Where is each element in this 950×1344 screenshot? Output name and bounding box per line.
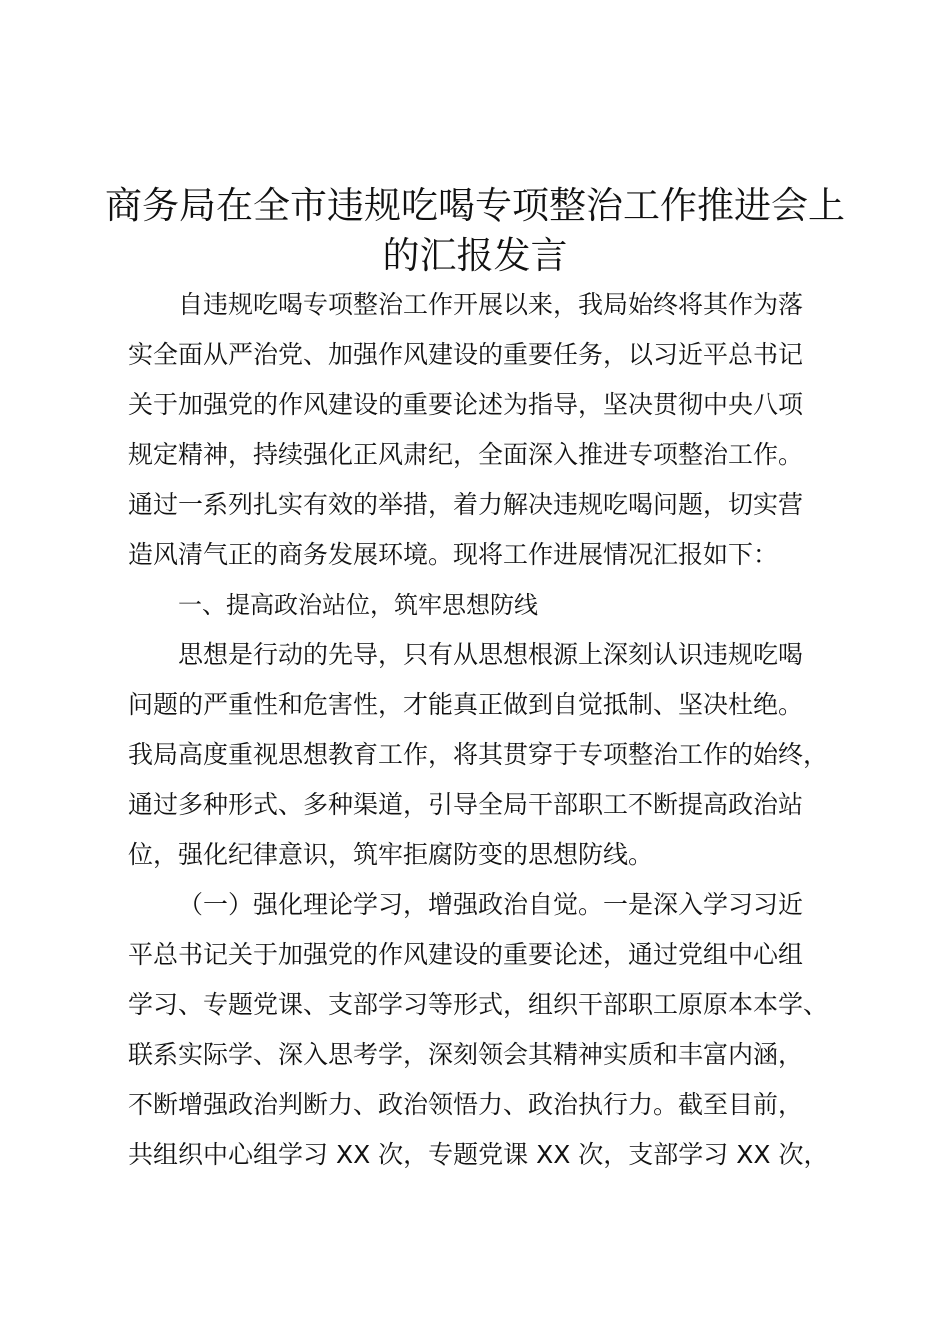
paragraph-line: 关于加强党的作风建设的重要论述为指导，坚决贯彻中央八项: [128, 390, 804, 419]
paragraph-line: 通过一系列扎实有效的举措，着力解决违规吃喝问题，切实营: [128, 490, 804, 519]
paragraph-line: 学习、专题党课、支部学习等形式，组织干部职工原原本本学、: [128, 990, 829, 1019]
paragraph-line: 我局高度重视思想教育工作，将其贯穿于专项整治工作的始终，: [128, 740, 829, 769]
document-title-line-2: 的汇报发言: [382, 234, 568, 277]
paragraph-line: 共组织中心组学习 XX 次，专题党课 XX 次，支部学习 XX 次，: [128, 1140, 829, 1169]
paragraph-line: 规定精神，持续强化正风肃纪，全面深入推进专项整治工作。: [128, 440, 804, 469]
paragraph-line: 自违规吃喝专项整治工作开展以来，我局始终将其作为落: [178, 290, 804, 319]
paragraph-line: 联系实际学、深入思考学，深刻领会其精神实质和丰富内涵，: [128, 1040, 804, 1069]
section-heading: 一、提高政治站位，筑牢思想防线: [178, 591, 538, 619]
paragraph-line: 平总书记关于加强党的作风建设的重要论述，通过党组中心组: [128, 940, 804, 969]
paragraph-line: 问题的严重性和危害性，才能真正做到自觉抵制、坚决杜绝。: [128, 690, 804, 719]
paragraph-line: 位，强化纪律意识，筑牢拒腐防变的思想防线。: [128, 840, 654, 869]
paragraph-line: （一）强化理论学习，增强政治自觉。一是深入学习习近: [178, 890, 804, 919]
paragraph-line: 通过多种形式、多种渠道，引导全局干部职工不断提高政治站: [128, 790, 804, 819]
paragraph-line: 不断增强政治判断力、政治领悟力、政治执行力。截至目前，: [128, 1090, 804, 1119]
paragraph-line: 思想是行动的先导，只有从思想根源上深刻认识违规吃喝: [178, 640, 804, 669]
paragraph-line: 造风清气正的商务发展环境。现将工作进展情况汇报如下：: [128, 540, 779, 569]
paragraph-line: 实全面从严治党、加强作风建设的重要任务，以习近平总书记: [128, 340, 804, 369]
document-title-line-1: 商务局在全市违规吃喝专项整治工作推进会上: [105, 184, 845, 227]
